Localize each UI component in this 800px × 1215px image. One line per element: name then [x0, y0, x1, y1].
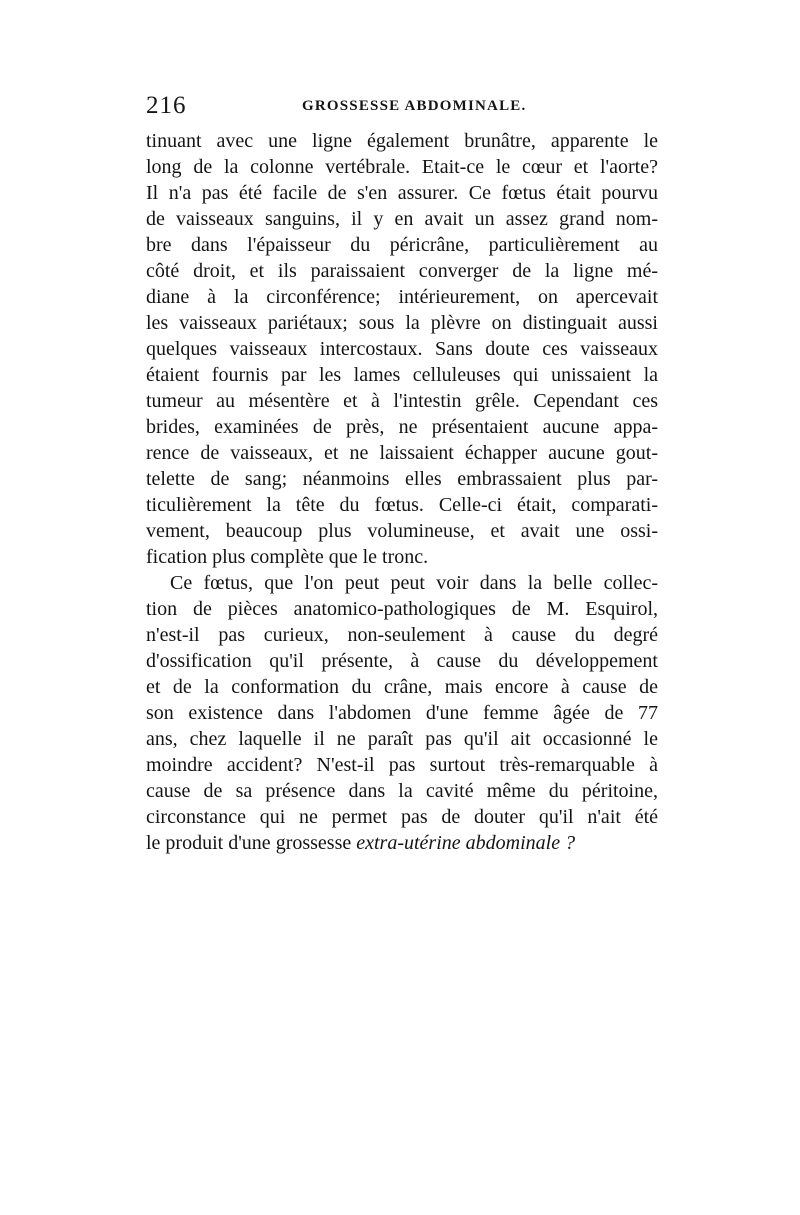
text-line: brides, examinées de près, ne présentaient aucune appa-	[146, 416, 658, 438]
text-line	[146, 830, 658, 856]
text-line: vement, beaucoup plus volumineuse, et avait une ossi-	[146, 520, 658, 542]
text-line: long de la colonne vertébrale. Etait-ce le cœur et l'aorte?	[146, 156, 658, 178]
running-title: GROSSESSE ABDOMINALE.	[302, 98, 527, 114]
text-line: tion de pièces anatomico-pathologiques de M. Esquirol,	[146, 598, 658, 620]
text-line: et de la conformation du crâne, mais encore à cause de	[146, 676, 658, 698]
text-line: tumeur au mésentère et à l'intestin grêle. Cependant ces	[146, 390, 658, 412]
text-line: cause de sa présence dans la cavité même du péritoine,	[146, 780, 658, 802]
text-line: les vaisseaux pariétaux; sous la plèvre on distinguait aussi	[146, 312, 658, 334]
text-line-plain: le produit d'une grossesse	[146, 832, 357, 854]
text-line: rence de vaisseaux, et ne laissaient échapper aucune gout-	[146, 442, 658, 464]
text-line: côté droit, et ils paraissaient converger de la ligne mé-	[146, 260, 658, 282]
text-line: quelques vaisseaux intercostaux. Sans doute ces vaisseaux	[146, 338, 658, 360]
paragraph	[146, 570, 658, 856]
text-line: ans, chez laquelle il ne paraît pas qu'il ait occasionné le	[146, 728, 658, 750]
text-line: diane à la circonférence; intérieurement, on apercevait	[146, 286, 658, 308]
text-line: de vaisseaux sanguins, il y en avait un assez grand nom-	[146, 208, 658, 230]
text-line: tinuant avec une ligne également brunâtre, apparente le	[146, 130, 658, 152]
text-line: fication plus complète que le tronc.	[146, 546, 429, 568]
text-line: ticulièrement la tête du fœtus. Celle-ci était, comparati-	[146, 494, 658, 516]
text-line: bre dans l'épaisseur du péricrâne, particulièrement au	[146, 234, 658, 256]
paragraph	[146, 128, 658, 570]
text-line: son existence dans l'abdomen d'une femme âgée de 77	[146, 702, 658, 724]
text-line: telette de sang; néanmoins elles embrassaient plus par-	[146, 468, 658, 490]
text-line: moindre accident? N'est-il pas surtout très-remarquable à	[146, 754, 658, 776]
page-number: 216	[146, 92, 187, 119]
text-line: d'ossification qu'il présente, à cause du développement	[146, 650, 658, 672]
body-text	[146, 128, 658, 856]
text-line: circonstance qui ne permet pas de douter qu'il n'ait été	[146, 806, 658, 828]
page-header	[146, 92, 658, 122]
text-line: Ce fœtus, que l'on peut peut voir dans la belle collec-	[170, 572, 658, 594]
text-line: n'est-il pas curieux, non-seulement à cause du degré	[146, 624, 658, 646]
text-line: étaient fournis par les lames celluleuses qui unissaient la	[146, 364, 658, 386]
text-line-italic: extra-utérine abdominale ?	[356, 832, 576, 854]
text-line: Il n'a pas été facile de s'en assurer. Ce fœtus était pourvu	[146, 182, 658, 204]
